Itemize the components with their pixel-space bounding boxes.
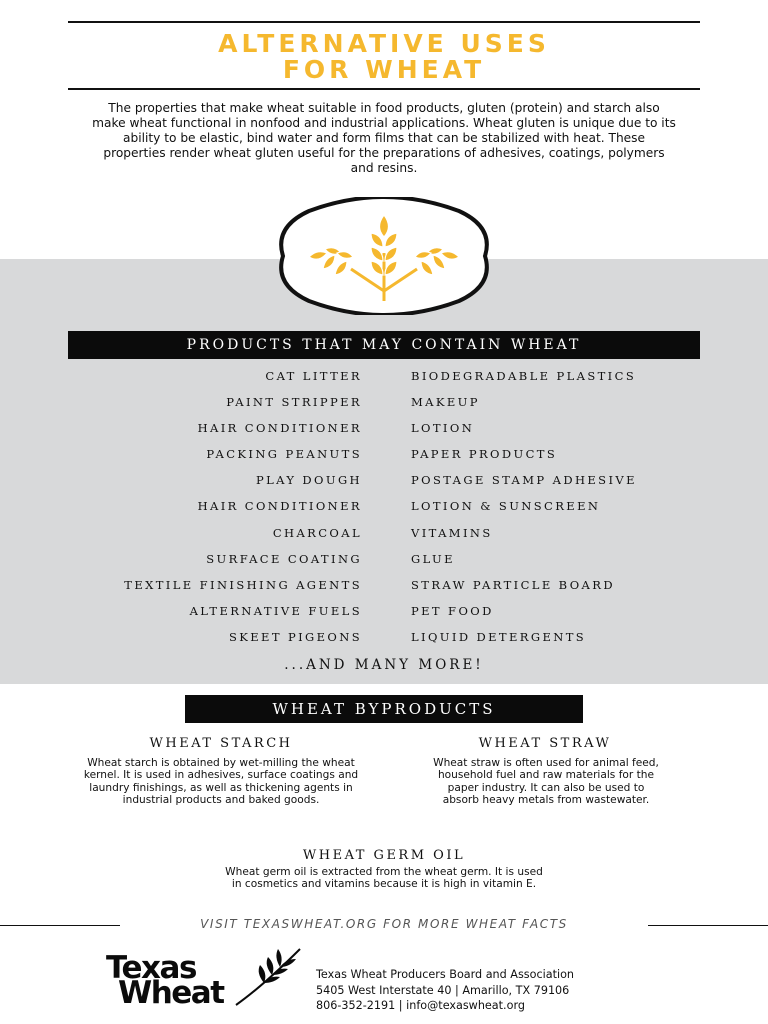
contact-block	[316, 967, 574, 1014]
list-item: PAINT STRIPPER	[226, 395, 362, 410]
list-item: PLAY DOUGH	[255, 473, 362, 488]
wheat-straw-title: WHEAT STRAW	[478, 736, 612, 751]
texas-wheat-logo	[104, 945, 304, 1009]
phone-email: 806-352-2191 | info@texaswheat.org	[316, 999, 525, 1012]
list-item: SKEET PIGEONS	[228, 629, 362, 644]
list-item: MAKEUP	[411, 395, 480, 410]
footer-rule-left	[0, 925, 120, 926]
list-item: CAT LITTER	[265, 369, 362, 383]
byproducts-heading: WHEAT BYPRODUCTS	[185, 695, 583, 723]
list-item: BIODEGRADABLE PLASTICS	[411, 369, 637, 383]
list-item: LIQUID DETERGENTS	[411, 629, 587, 644]
products-list-right	[411, 366, 741, 653]
wheat-starch-text: Wheat starch is obtained by wet-milling the wheat kernel. It is used in adhesives, surface coatings and laundry finishings, as well as thickening agents in industrial products and baked goods.	[83, 757, 359, 807]
list-item: PAPER PRODUCTS	[411, 447, 558, 462]
list-item: PACKING PEANUTS	[206, 447, 362, 462]
address: 5405 West Interstate 40 | Amarillo, TX 79106	[316, 983, 570, 997]
page-title-line-1: ALTERNATIVE USES	[218, 29, 550, 58]
list-item: ALTERNATIVE FUELS	[189, 603, 362, 618]
wheat-germ-oil-title: WHEAT GERM OIL	[302, 848, 466, 863]
list-item: LOTION & SUNSCREEN	[411, 499, 601, 514]
wheat-starch-title: WHEAT STARCH	[149, 736, 293, 751]
list-item: TEXTILE FINISHING AGENTS	[124, 577, 362, 592]
page-title-line-2: FOR WHEAT	[282, 55, 486, 84]
footer-rule-right	[648, 925, 768, 926]
org-name: Texas Wheat Producers Board and Association	[316, 968, 575, 981]
logo-word-texas: Texas	[106, 950, 196, 986]
products-heading: PRODUCTS THAT MAY CONTAIN WHEAT	[68, 331, 700, 359]
wheat-logo-icon	[234, 945, 304, 1007]
wheat-stalk-icon	[269, 197, 499, 315]
list-item: HAIR CONDITIONER	[197, 421, 362, 436]
list-item: CHARCOAL	[272, 525, 362, 540]
list-item: PET FOOD	[411, 603, 494, 618]
wheat-germ-oil-text: Wheat germ oil is extracted from the wheat germ. It is used in cosmetics and vitamins because it is high in vitamin E.	[225, 866, 543, 891]
wheat-straw-text: Wheat straw is often used for animal feed, household fuel and raw materials for the paper industry. It can also be used to absorb heavy metals from wastewater.	[433, 757, 659, 807]
list-item: STRAW PARTICLE BOARD	[411, 577, 615, 592]
list-item: HAIR CONDITIONER	[197, 499, 362, 514]
list-item: SURFACE COATING	[206, 551, 362, 566]
logo-word-wheat: Wheat	[118, 975, 224, 1011]
title-rule	[68, 88, 700, 90]
list-item: LOTION	[411, 421, 475, 436]
list-item: GLUE	[411, 551, 455, 566]
products-list-left	[40, 366, 362, 653]
list-item: VITAMINS	[411, 525, 493, 540]
intro-paragraph: The properties that make wheat suitable in food products, gluten (protein) and starch also make wheat functional in nonfood and industrial applications. Wheat gluten is unique due to its ability to be elastic, bind water and form films that can be stabilized with heat. These properties render wheat gluten useful for the preparations of adhesives, coatings, polymers and resins.	[92, 101, 676, 175]
top-rule	[68, 21, 700, 23]
and-many-more-text: ...AND MANY MORE!	[284, 657, 484, 673]
visit-website-text: VISIT TEXASWHEAT.ORG FOR MORE WHEAT FACTS	[200, 917, 568, 931]
list-item: POSTAGE STAMP ADHESIVE	[411, 473, 637, 488]
